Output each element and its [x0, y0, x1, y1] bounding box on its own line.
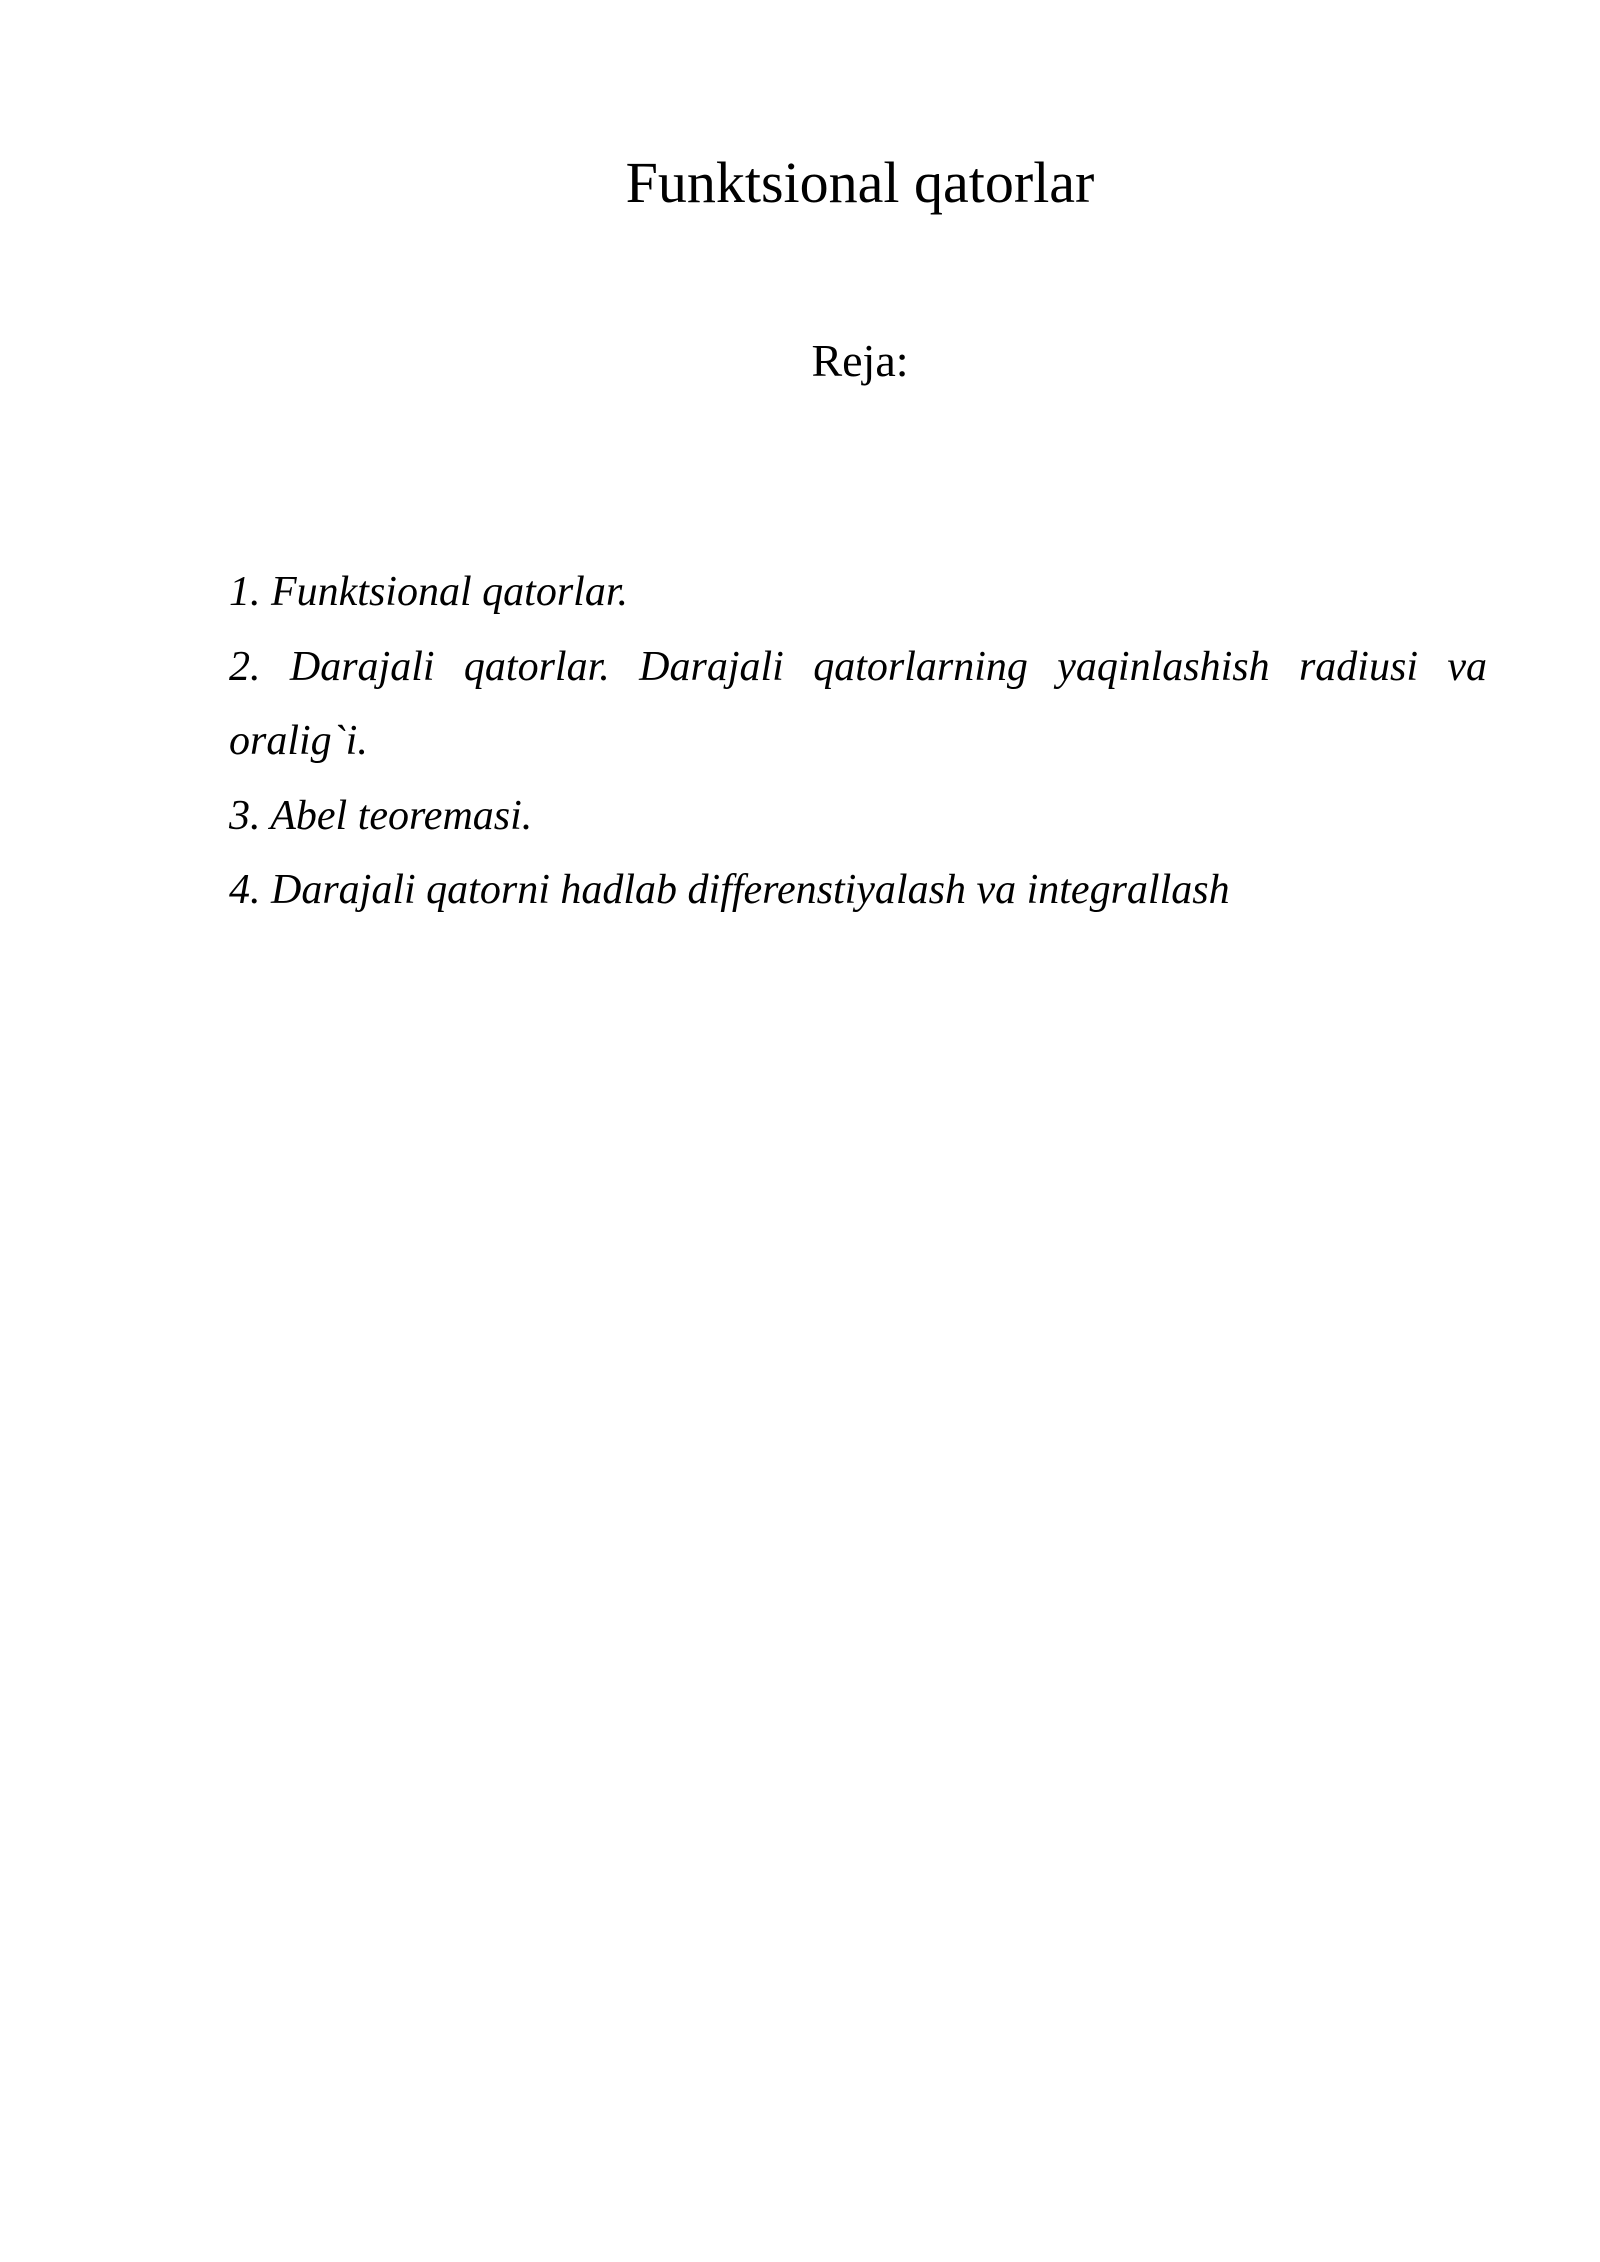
document-title: Funktsional qatorlar: [625, 150, 1095, 215]
plan-item: 3. Abel teoremasi.: [229, 792, 533, 839]
plan-list: [229, 555, 1487, 928]
plan-heading: Reja:: [811, 335, 909, 386]
plan-item: 4. Darajali qatorni hadlab differenstiyalash va integrallash: [229, 867, 1230, 913]
plan-item: 2. Darajali qatorlar. Darajali qatorlarning yaqinlashish radiusi va oralig`i.: [229, 643, 1487, 764]
plan-item: 1. Funktsional qatorlar.: [229, 569, 629, 615]
